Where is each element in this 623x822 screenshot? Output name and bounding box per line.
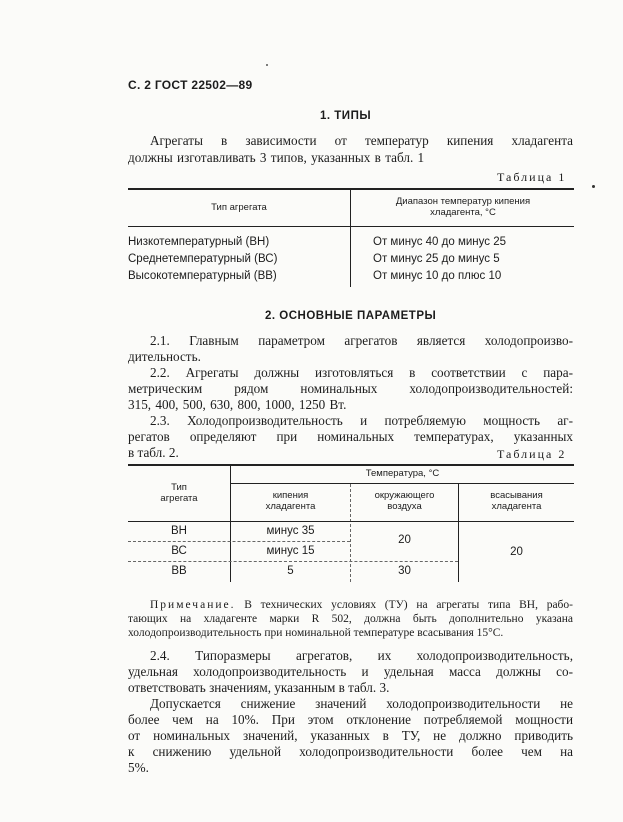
sub-ambient-line-1: окружающего [374,490,435,501]
p24-line-3: ответствовать значениям, указанным в табл. 3. [128,680,390,695]
p24-cont-line-3: от номинальных значений, указанных в ТУ, не должно приводить [128,728,573,743]
table-1-row-range: От минус 40 до минус 25 [373,236,506,248]
section-1-title: 1. ТИПЫ [320,110,372,122]
p24-line-1: 2.4. Типоразмеры агрегатов, их холодопроизводительность, [150,648,573,663]
p21-line-2: дительность. [128,349,201,364]
table-2-suction-all: 20 [510,546,523,558]
table-1-row-type: Среднетемпературный (ВС) [128,253,278,265]
table-2-top-rule [128,464,574,466]
table-1-col-range [352,196,574,218]
table-1-caption: Таблица 1 [497,170,567,184]
table-2-row-boil: минус 35 [266,525,315,537]
table-2-col-temp: Температура, °С [365,468,440,479]
p22-line-2: метрическим рядом номинальных холодопроизводительностей: [128,381,573,396]
speck [266,64,268,66]
p24-cont-line-2: более чем на 10%. При этом отклонение потребляемой мощности [128,712,573,727]
table-1-top-rule [128,188,574,190]
table-2-ambient-vn-vs: 20 [398,534,411,546]
table-2-row-rule [128,561,458,562]
table-2-row-rule [128,541,350,542]
table-2-row-boil: 5 [287,565,294,577]
section-2-title: 2. ОСНОВНЫЕ ПАРАМЕТРЫ [265,310,437,322]
table-1-row-type: Высокотемпературный (ВВ) [128,270,277,282]
table-2-row-type: ВВ [171,565,187,577]
speck [592,185,595,188]
note-line-1-text: В технических условиях (ТУ) на агрегаты типа ВН, рабо- [244,599,573,611]
p22-line-3: 315, 400, 500, 630, 800, 1000, 1250 Вт. [128,397,347,412]
table-2-sub-ambient [351,490,458,512]
sub-suction-line-2: хладагента [491,501,542,512]
intro-line-1: Агрегаты в зависимости от температур кипения хладагента [150,133,573,148]
p24-cont-line-4: к снижению удельной холодопроизводительности более чем на [128,744,573,759]
table-1-col-type: Тип агрегата [211,202,267,213]
col-type-line-2: агрегата [160,493,198,504]
p24-cont-line-1: Допускается снижение значений холодопроизводительности не [150,696,573,711]
p24-cont-line-5: 5%. [128,760,149,775]
intro-line-2: должны изготавливать 3 типов, указанных в табл. 1 [128,150,425,165]
sub-ambient-line-2: воздуха [387,501,422,512]
col-range-line-1: Диапазон температур кипения [395,196,531,207]
col-type-line-1: Тип [171,482,187,493]
note-label: Примечание. [150,599,236,611]
p24-line-2: удельная холодопроизводительность и удельная масса должны со- [128,664,573,679]
note-line-1 [150,599,573,611]
p23-line-1: 2.3. Холодопроизводительность и потребляемую мощность аг- [150,413,573,428]
note-line-3: холодопроизводительность при номинальной температуре всасывания 15°С. [128,627,504,639]
p23-line-2: регатов определяют при номинальных температурах, указанных [128,429,573,444]
table-2-sub-suction [459,490,574,512]
p21-line-1: 2.1. Главным параметром агрегатов является холодопроизво- [150,333,573,348]
table-2-caption: Таблица 2 [497,447,567,461]
p23-line-3: в табл. 2. [128,445,179,460]
sub-boil-line-2: хладагента [265,501,316,512]
table-2-sub-boil [231,490,350,512]
p22-line-1: 2.2. Агрегаты должны изготовляться в соответствии с пара- [150,365,573,380]
table-2-row-type: ВС [171,545,187,557]
table-1-header-rule [128,226,574,227]
table-1-row-range: От минус 25 до минус 5 [373,253,500,265]
table-2-ambient-vv: 30 [398,565,411,577]
table-2-col-type [128,482,230,504]
table-2-temp-rule [231,483,574,484]
table-2-row-boil: минус 15 [266,545,315,557]
col-range-line-2: хладагента, °С [430,207,496,218]
note-line-2: тающих на хладагенте марки R 502, должна быть дополнительно указана [128,613,573,625]
sub-boil-line-1: кипения [272,490,309,501]
table-2-row-type: ВН [171,525,187,537]
table-1-row-type: Низкотемпературный (ВН) [128,236,270,248]
table-2-header-rule [128,521,574,522]
table-1-row-range: От минус 10 до плюс 10 [373,270,502,282]
table-1-col-divider [350,188,351,287]
sub-suction-line-1: всасывания [490,490,543,501]
page-header: С. 2 ГОСТ 22502—89 [128,78,253,92]
